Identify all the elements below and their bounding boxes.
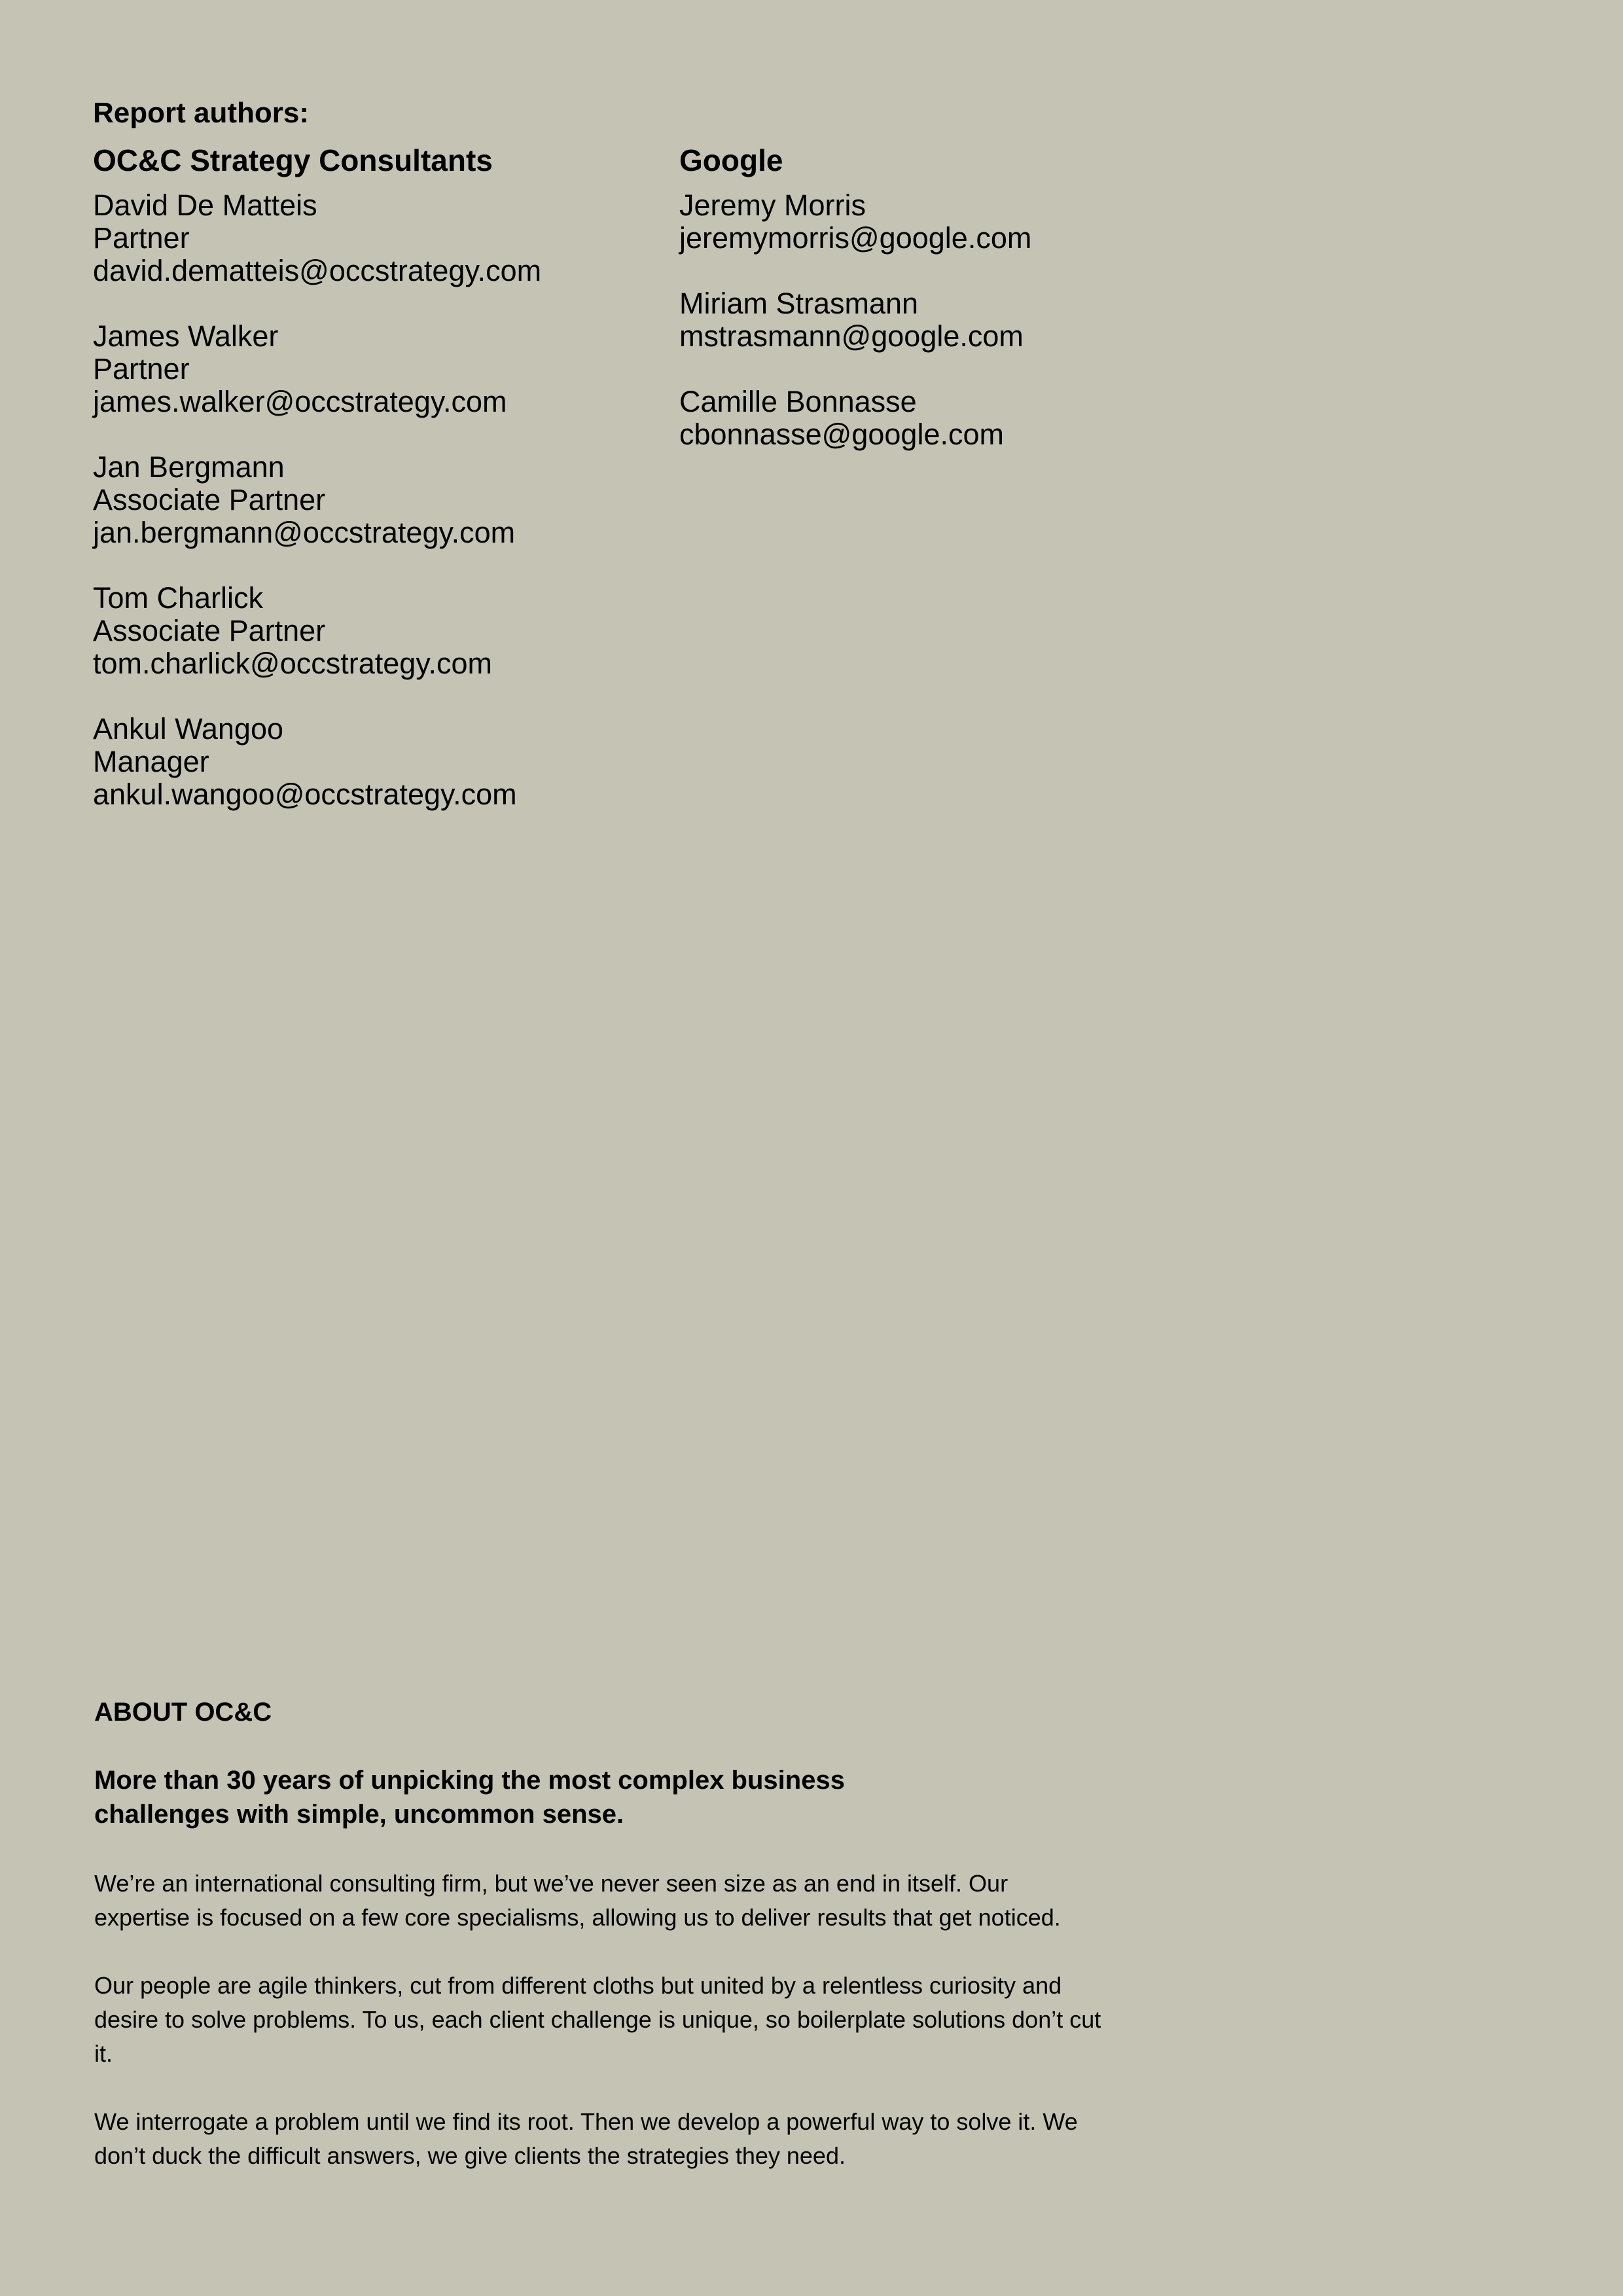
author-title: Partner — [93, 221, 190, 255]
author-title: Manager — [93, 745, 209, 778]
author-name: Jeremy Morris — [679, 188, 866, 222]
about-tagline: More than 30 years of unpicking the most complex business challenges with simple, uncommon sense. — [94, 1766, 845, 1829]
author-email[interactable]: ankul.wangoo@occstrategy.com — [93, 778, 517, 811]
author-email[interactable]: david.dematteis@occstrategy.com — [93, 254, 542, 287]
author-entry — [679, 189, 1268, 255]
author-name: Ankul Wangoo — [93, 712, 284, 745]
author-entry — [93, 451, 656, 549]
author-name: Tom Charlick — [93, 581, 264, 615]
author-title: Partner — [93, 352, 190, 386]
author-name: James Walker — [93, 319, 279, 353]
author-email[interactable]: mstrasmann@google.com — [679, 319, 1024, 353]
author-name: Camille Bonnasse — [679, 385, 917, 418]
author-name: Jan Bergmann — [93, 450, 285, 484]
about-paragraph: We interrogate a problem until we find its root. Then we develop a powerful way to solve it. We don’t duck the difficult answers, we give clients the strategies they need. — [94, 2108, 1078, 2169]
about-title: ABOUT OC&C — [94, 1698, 272, 1727]
author-email[interactable]: cbonnasse@google.com — [679, 418, 1004, 451]
author-title: Associate Partner — [93, 483, 326, 516]
author-entry — [679, 386, 1268, 451]
author-entry — [93, 713, 656, 811]
author-entry — [93, 582, 656, 680]
report-authors-heading: Report authors: — [93, 97, 309, 129]
author-name: David De Matteis — [93, 188, 317, 222]
about-paragraph: Our people are agile thinkers, cut from different cloths but united by a relentless curiosity and desire to solve problems. To us, each client challenge is unique, so boilerplate solutions don’t cut it. — [94, 1972, 1101, 2067]
author-entry — [93, 320, 656, 418]
occ-org-title: OC&C Strategy Consultants — [93, 143, 493, 177]
occ-authors-column — [93, 141, 656, 844]
author-email[interactable]: james.walker@occstrategy.com — [93, 385, 507, 418]
author-email[interactable]: tom.charlick@occstrategy.com — [93, 647, 493, 680]
about-section — [94, 1694, 1115, 2207]
author-email[interactable]: jeremymorris@google.com — [679, 221, 1032, 255]
author-name: Miriam Strasmann — [679, 287, 919, 320]
author-title: Associate Partner — [93, 614, 326, 647]
about-paragraph: We’re an international consulting firm, but we’ve never seen size as an end in itself. Our expertise is focused on a few core specialisms, allowing us to deliver results that get noticed. — [94, 1870, 1061, 1931]
author-email[interactable]: jan.bergmann@occstrategy.com — [93, 516, 516, 549]
author-entry — [679, 287, 1268, 353]
author-entry — [93, 189, 656, 287]
google-org-title: Google — [679, 143, 783, 177]
google-authors-column — [679, 141, 1268, 484]
